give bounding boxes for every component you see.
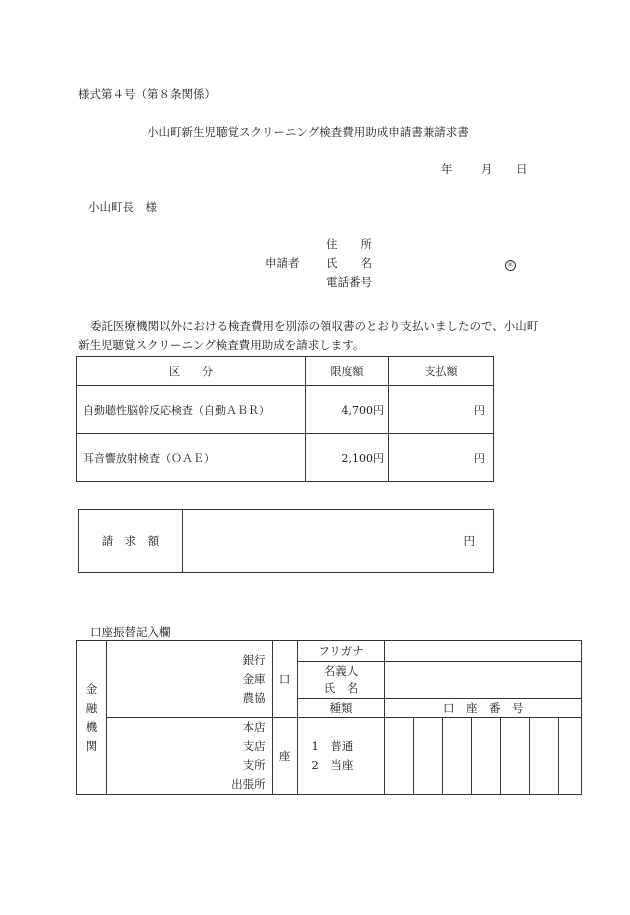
row-paid-field[interactable]: 円 — [389, 386, 494, 434]
body-text-line-1: 委託医療機関以外における検査費用を別添の領収書のとおり支払いましたので、小山町 — [90, 319, 539, 333]
request-amount-field[interactable]: 円 — [183, 510, 494, 573]
account-digit-field[interactable] — [501, 718, 530, 795]
expense-header-row — [77, 357, 494, 386]
row-category: 耳音響放射検査（ＯＡＥ） — [77, 434, 306, 482]
seal-icon: ㊞ — [505, 260, 516, 271]
account-digit-field[interactable] — [472, 718, 501, 795]
phone-label: 電話番号 — [326, 275, 372, 289]
branch-type-main: 本店 — [242, 720, 266, 734]
type-option-current: 2 当座 — [311, 758, 354, 772]
form-number: 様式第４号（第８条関係） — [78, 87, 216, 101]
addressee: 小山町長 様 — [88, 200, 157, 214]
type-option-ordinary: 1 普通 — [311, 739, 354, 753]
date-year: 年 — [441, 162, 453, 176]
table-row — [77, 386, 494, 434]
holder-label — [297, 662, 385, 699]
applicant-label: 申請者 — [265, 256, 300, 270]
header-paid: 支払額 — [389, 357, 494, 386]
account-label-top: 口 — [272, 641, 297, 718]
address-label: 住 所 — [326, 237, 372, 251]
bank-type-shinkin: 金庫 — [242, 671, 266, 686]
account-table — [76, 640, 582, 795]
account-digit-field[interactable] — [530, 718, 559, 795]
request-label: 請 求 額 — [79, 510, 183, 573]
document-title: 小山町新生児聴覚スクリーニング検査費用助成申請書兼請求書 — [147, 125, 469, 139]
branch-type-sub: 出張所 — [231, 777, 266, 791]
header-limit: 限度額 — [306, 357, 389, 386]
table-row — [77, 434, 494, 482]
account-digit-field[interactable] — [414, 718, 443, 795]
header-category: 区 分 — [77, 357, 306, 386]
date-month: 月 — [481, 162, 493, 176]
account-label-bottom: 座 — [272, 718, 297, 795]
type-label: 種類 — [297, 699, 385, 718]
bank-name-field[interactable] — [106, 641, 272, 718]
account-type-options[interactable] — [297, 718, 385, 795]
holder-label-2: 氏 名 — [323, 681, 359, 695]
account-digit-field[interactable] — [443, 718, 472, 795]
branch-type-branch: 支店 — [242, 739, 266, 753]
row-paid-field[interactable]: 円 — [389, 434, 494, 482]
furigana-label: フリガナ — [297, 641, 385, 662]
institution-label-text: 金 融 機 関 — [85, 681, 98, 753]
request-amount-box — [78, 509, 494, 573]
bank-type-nokyo: 農協 — [242, 690, 266, 705]
branch-type-office: 支所 — [242, 758, 266, 772]
row-limit: 2,100円 — [306, 434, 389, 482]
account-digit-field[interactable] — [558, 718, 581, 795]
account-number-label: 口 座 番 号 — [385, 699, 582, 718]
holder-name-field[interactable] — [385, 662, 582, 699]
seal-mark — [505, 256, 516, 271]
name-label: 氏 名 — [326, 256, 372, 270]
account-digit-field[interactable] — [385, 718, 414, 795]
row-category: 自動聴性脳幹反応検査（自動ＡＢＲ） — [77, 386, 306, 434]
body-text-line-2: 新生児聴覚スクリーニング検査費用助成を請求します。 — [78, 338, 365, 352]
date-day: 日 — [516, 162, 528, 176]
branch-name-field[interactable] — [106, 718, 272, 795]
institution-label — [77, 641, 107, 795]
row-limit: 4,700円 — [306, 386, 389, 434]
bank-type-bank: 銀行 — [242, 652, 266, 667]
account-section-title: 口座振替記入欄 — [90, 625, 171, 639]
expense-table — [76, 356, 494, 482]
holder-label-1: 名義人 — [323, 664, 359, 678]
furigana-field[interactable] — [385, 641, 582, 662]
